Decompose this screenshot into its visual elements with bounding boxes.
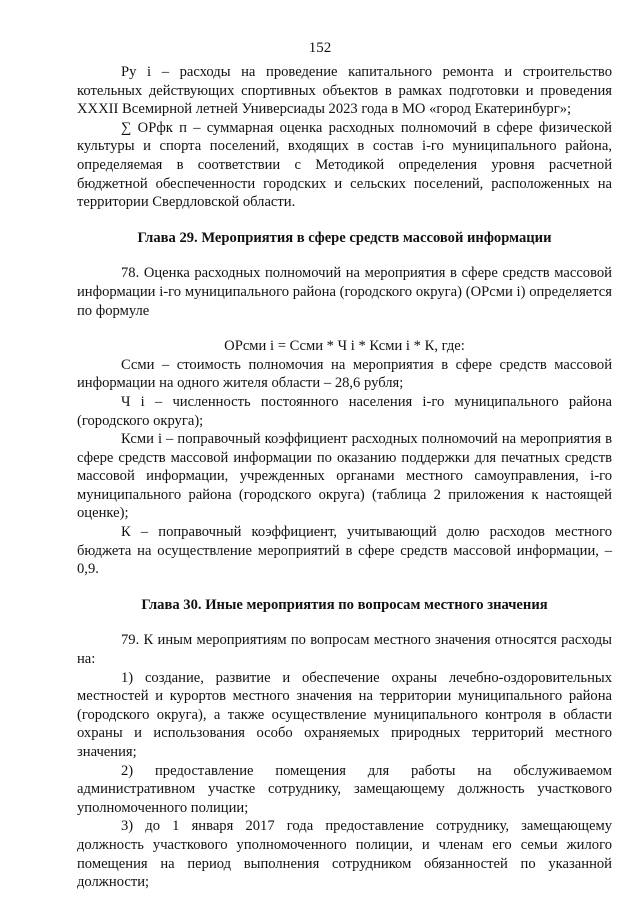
paragraph-79-intro: 79. К иным мероприятиям по вопросам местного значения относятся расходы на: (77, 632, 612, 668)
page-number: 152 (308, 40, 332, 56)
definition-ksmi-i: Ксми і – поправочный коэффициент расходных полномочий на мероприятия в сфере средств массовой информации по оказанию поддержки для печатных средств массовой информации, учрежденных органами местного самоуправления, і-го муниципального района (городского округа) (таблица 2 приложения к настоящей оценке); (77, 431, 612, 522)
definition-k: К – поправочный коэффициент, учитывающий долю расходов местного бюджета на осуществление мероприятий в сфере средств массовой информации, – 0,9. (77, 524, 612, 578)
list-item-3: 3) до 1 января 2017 года предоставление сотруднику, замещающему должность участкового уполномоченного полиции, и членам его семьи жилого помещения на период выполнения сотрудником обязанностей по указанной должности; (77, 818, 612, 891)
paragraph-sum-orfk: ∑ ОРфк п – суммарная оценка расходных полномочий в сфере физической культуры и спорта поселений, входящих в состав і-го муниципального района, определяемая в соответствии с Методикой определения уровня расчетной бюджетной обеспеченности городских и сельских поселений, расположенных на территории Свердловской области. (77, 119, 612, 211)
definition-ch-i: Ч і – численность постоянного населения і-го муниципального района (городского округа); (77, 393, 612, 429)
formula-orsmi: ОРсми і = Ссми * Ч і * Ксми і * К, где: (224, 338, 465, 355)
definition-ssmi: Ссми – стоимость полномочия на мероприятия в сфере средств массовой информации на одного жителя области – 28,6 рубля; (77, 356, 612, 392)
chapter-30-heading: Глава 30. Иные мероприятия по вопросам местного значения (141, 596, 548, 613)
list-item-2: 2) предоставление помещения для работы на обслуживаемом административном участке сотруднику, замещающему должность участкового уполномоченного полиции; (77, 762, 612, 816)
list-item-1: 1) создание, развитие и обеспечение охраны лечебно-оздоровительных местностей и курортов местного значения на территории муниципального района (городского округа), а также осуществление муниципального контроля в области охраны и использования особо охраняемых природных территорий местного значения; (77, 669, 612, 760)
chapter-29-heading: Глава 29. Мероприятия в сфере средств массовой информации (137, 229, 552, 246)
page-content (77, 63, 612, 892)
paragraph-ru-expenses: Ру і – расходы на проведение капитального ремонта и строительство котельных действующих спортивных объектов в рамках подготовки и проведения XXXII Всемирной летней Универсиады 2023 года в МО «город Екатеринбург»; (77, 64, 612, 118)
paragraph-78-intro: 78. Оценка расходных полномочий на мероприятия в сфере средств массовой информации і-го муниципального района (городского округа) (ОРсми і) определяется по формуле (77, 265, 612, 319)
